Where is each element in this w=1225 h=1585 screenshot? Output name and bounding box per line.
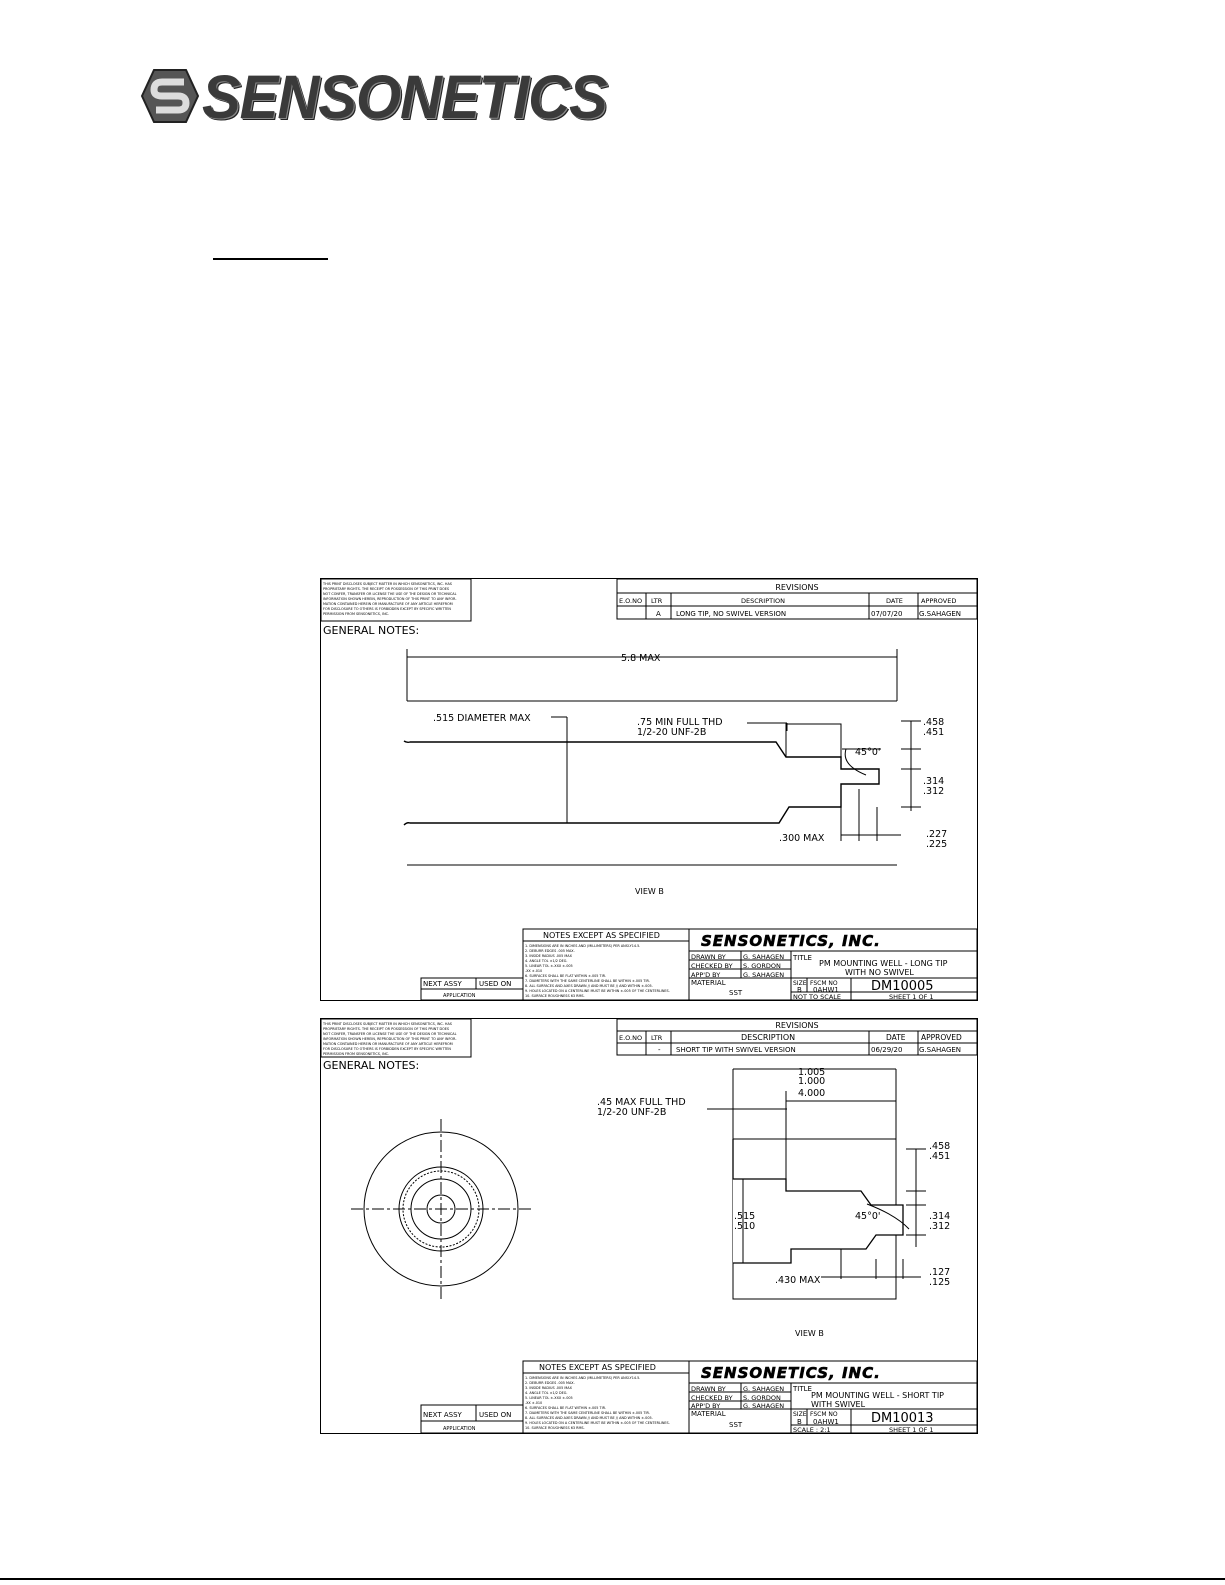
svg-text:DM10013: DM10013 <box>871 1411 934 1426</box>
svg-text:1. DIMENSIONS ARE IN INCHES AN: 1. DIMENSIONS ARE IN INCHES AND (MILLIMETERS) PER ANSI-Y14.5. <box>525 1376 641 1380</box>
drawing-1-svg <box>321 579 977 1000</box>
svg-text:.312: .312 <box>929 1221 951 1232</box>
svg-text:DESCRIPTION: DESCRIPTION <box>741 1033 796 1042</box>
svg-text:B: B <box>797 986 802 994</box>
svg-text:FOR DISCLOSURE TO OTHERS IS FO: FOR DISCLOSURE TO OTHERS IS FORBIDDEN EXCEPT BY SPECIFIC WRITTEN <box>323 607 451 611</box>
view-label: VIEW B <box>635 887 664 896</box>
svg-text:G. SAHAGEN: G. SAHAGEN <box>743 1402 785 1410</box>
svg-text:0AHW1: 0AHW1 <box>813 1418 839 1426</box>
svg-text:NEXT ASSY: NEXT ASSY <box>423 1411 462 1419</box>
svg-text:SHEET 1 OF 1: SHEET 1 OF 1 <box>889 993 934 1000</box>
svg-text:DRAWN BY: DRAWN BY <box>691 1385 726 1393</box>
rev-approved-header: APPROVED <box>921 597 957 605</box>
svg-text:7. DIAMETERS WITH THE SAME CEN: 7. DIAMETERS WITH THE SAME CENTERLINE SHALL BE WITHIN ±.005 TIR. <box>525 1411 650 1415</box>
drawing-number: DM10005 <box>871 979 934 994</box>
svg-text:SENSONETICS, INC.: SENSONETICS, INC. <box>701 1364 881 1382</box>
drawing-sheet-1 <box>320 578 978 1001</box>
svg-text:.XX ±.010: .XX ±.010 <box>525 1401 543 1405</box>
dim-d4b: .225 <box>926 839 948 850</box>
svg-text:CHECKED BY: CHECKED BY <box>691 1394 733 1402</box>
rev-approved: G.SAHAGEN <box>919 610 962 618</box>
svg-text:DATE: DATE <box>886 1033 906 1042</box>
drawing-2-svg <box>321 1019 977 1433</box>
drawing-title-1: PM MOUNTING WELL - LONG TIP <box>819 959 948 968</box>
svg-text:PERMISSION FROM SENSONETICS, I: PERMISSION FROM SENSONETICS, INC. <box>323 612 390 616</box>
svg-text:MATERIAL: MATERIAL <box>691 1410 726 1418</box>
svg-text:6. SURFACES SHALL BE FLAT WITH: 6. SURFACES SHALL BE FLAT WITHIN ±.005 TIR. <box>525 974 606 978</box>
svg-text:S. GORDON: S. GORDON <box>743 962 781 970</box>
svg-text:06/29/20: 06/29/20 <box>871 1046 903 1054</box>
logo-s-icon <box>140 68 200 124</box>
disclaimer-text <box>322 582 457 616</box>
notes-list <box>525 944 670 998</box>
svg-text:G. SAHAGEN: G. SAHAGEN <box>743 953 785 961</box>
svg-text:SST: SST <box>729 989 743 997</box>
dim-d2a: .314 <box>923 776 945 787</box>
svg-text:MATERIAL: MATERIAL <box>691 979 726 987</box>
svg-text:.458: .458 <box>929 1141 951 1152</box>
svg-text:SCALE : 2:1: SCALE : 2:1 <box>793 1426 831 1433</box>
svg-text:.451: .451 <box>929 1151 951 1162</box>
svg-text:3. INSIDE RADIUS .005 MAX: 3. INSIDE RADIUS .005 MAX <box>525 954 572 958</box>
svg-text:WITH SWIVEL: WITH SWIVEL <box>811 1400 866 1409</box>
svg-text:FOR DISCLOSURE TO OTHERS IS FO: FOR DISCLOSURE TO OTHERS IS FORBIDDEN EXCEPT BY SPECIFIC WRITTEN <box>323 1047 451 1051</box>
svg-text:2. DEBURR EDGES .005 MAX.: 2. DEBURR EDGES .005 MAX. <box>525 1381 575 1385</box>
dim-d1a: .458 <box>923 717 945 728</box>
drawing-sheet-2 <box>320 1018 978 1434</box>
svg-text:G.SAHAGEN: G.SAHAGEN <box>919 1046 962 1054</box>
svg-text:45°0': 45°0' <box>855 1211 881 1222</box>
svg-text:DRAWN BY: DRAWN BY <box>691 953 726 961</box>
svg-text:SIZE: SIZE <box>793 1411 807 1418</box>
svg-text:0AHW1: 0AHW1 <box>813 986 839 994</box>
svg-text:4. ANGLE TOL ±1/2 DEG.: 4. ANGLE TOL ±1/2 DEG. <box>525 1391 568 1395</box>
svg-text:APP'D BY: APP'D BY <box>691 1402 721 1410</box>
svg-text:4. ANGLE TOL ±1/2 DEG.: 4. ANGLE TOL ±1/2 DEG. <box>525 959 568 963</box>
rev-eo-header: E.O.NO <box>619 597 643 605</box>
svg-text:THIS PRINT DISCLOSES SUBJECT M: THIS PRINT DISCLOSES SUBJECT MATTER IN WHICH SENSONETICS, INC. HAS <box>323 582 452 586</box>
svg-text:E.O.NO: E.O.NO <box>619 1034 643 1042</box>
svg-text:SIZE: SIZE <box>793 980 807 987</box>
svg-text:.430 MAX: .430 MAX <box>775 1275 821 1286</box>
dim-d2b: .312 <box>923 786 945 797</box>
dim-angle: 45°0' <box>855 747 881 758</box>
svg-text:PROPRIETARY RIGHTS. THE RECEIP: PROPRIETARY RIGHTS. THE RECEIPT OR POSSESSION OF THIS PRINT DOES <box>323 587 450 591</box>
svg-text:-: - <box>658 1046 661 1054</box>
svg-text:10. SURFACE ROUGHNESS 63 RMS.: 10. SURFACE ROUGHNESS 63 RMS. <box>525 994 585 998</box>
svg-text:TITLE: TITLE <box>793 1385 812 1393</box>
svg-text:APPLICATION: APPLICATION <box>443 1426 476 1432</box>
dim-top-1: 1.005 <box>798 1067 826 1078</box>
svg-text:3. INSIDE RADIUS .005 MAX: 3. INSIDE RADIUS .005 MAX <box>525 1386 572 1390</box>
svg-text:.125: .125 <box>929 1277 951 1288</box>
svg-text:5. LINEAR TOL ±.XXX ±.005: 5. LINEAR TOL ±.XXX ±.005 <box>525 964 573 968</box>
svg-text:7. DIAMETERS WITH THE SAME CEN: 7. DIAMETERS WITH THE SAME CENTERLINE SHALL BE WITHIN ±.005 TIR. <box>525 979 650 983</box>
svg-text:6. SURFACES SHALL BE FLAT WITH: 6. SURFACES SHALL BE FLAT WITHIN ±.005 TIR. <box>525 1406 606 1410</box>
svg-text:SHEET 1 OF 1: SHEET 1 OF 1 <box>889 1426 934 1433</box>
dim-thread-1: .75 MIN FULL THD <box>637 717 723 728</box>
dim-diameter: .515 DIAMETER MAX <box>433 713 531 724</box>
svg-text:NOTES EXCEPT AS SPECIFIED: NOTES EXCEPT AS SPECIFIED <box>539 1363 656 1372</box>
dim-d1b: .451 <box>923 727 945 738</box>
svg-text:10. SURFACE ROUGHNESS 63 RMS.: 10. SURFACE ROUGHNESS 63 RMS. <box>525 1426 585 1430</box>
svg-text:.127: .127 <box>929 1267 951 1278</box>
svg-text:REVISIONS: REVISIONS <box>775 1021 819 1030</box>
svg-text:PROPRIETARY RIGHTS. THE RECEIP: PROPRIETARY RIGHTS. THE RECEIPT OR POSSESSION OF THIS PRINT DOES <box>323 1027 450 1031</box>
rev-ltr-header: LTR <box>651 597 663 605</box>
svg-text:SST: SST <box>729 1421 743 1429</box>
company-name: SENSONETICS, INC. <box>701 932 881 950</box>
svg-text:FSCM NO: FSCM NO <box>810 980 838 987</box>
rev-desc-header: DESCRIPTION <box>741 597 785 605</box>
svg-text:VIEW B: VIEW B <box>795 1329 824 1338</box>
svg-text:SHORT TIP WITH SWIVEL VERSION: SHORT TIP WITH SWIVEL VERSION <box>676 1046 796 1054</box>
svg-text:.XX ±.010: .XX ±.010 <box>525 969 543 973</box>
rev-date: 07/07/20 <box>871 610 903 618</box>
svg-text:PM MOUNTING WELL - SHORT TIP: PM MOUNTING WELL - SHORT TIP <box>811 1391 944 1400</box>
svg-text:NOT TO SCALE: NOT TO SCALE <box>793 993 842 1000</box>
svg-text:LTR: LTR <box>651 1034 663 1042</box>
dim-thread-2: 1/2-20 UNF-2B <box>637 727 707 738</box>
svg-text:GENERAL NOTES:: GENERAL NOTES: <box>323 1059 420 1072</box>
svg-text:NOT CONFER, TRANSFER OR LICENS: NOT CONFER, TRANSFER OR LICENSE THE USE OF THE DESIGN OR TECHNICAL <box>323 1032 457 1036</box>
svg-text:INFORMATION SHOWN HEREIN, REPR: INFORMATION SHOWN HEREIN, REPRODUCTION OF THIS PRINT TO ANY INFOR- <box>323 597 457 601</box>
svg-text:S. GORDON: S. GORDON <box>743 1394 781 1402</box>
svg-text:.45 MAX FULL THD: .45 MAX FULL THD <box>597 1097 686 1108</box>
svg-text:.510: .510 <box>734 1221 756 1232</box>
svg-text:PERMISSION FROM SENSONETICS, I: PERMISSION FROM SENSONETICS, INC. <box>323 1052 390 1056</box>
rev-desc: LONG TIP, NO SWIVEL VERSION <box>676 610 787 618</box>
svg-text:USED ON: USED ON <box>479 1411 512 1419</box>
svg-text:NOT CONFER, TRANSFER OR LICENS: NOT CONFER, TRANSFER OR LICENSE THE USE OF THE DESIGN OR TECHNICAL <box>323 592 457 596</box>
svg-text:G. SAHAGEN: G. SAHAGEN <box>743 1385 785 1393</box>
svg-text:G. SAHAGEN: G. SAHAGEN <box>743 971 785 979</box>
general-notes-label: GENERAL NOTES: <box>323 624 420 637</box>
svg-text:8. ALL SURFACES AND AXES DRAWN: 8. ALL SURFACES AND AXES DRAWN // AND MUST BE // AND WITHIN ±.005. <box>525 984 653 988</box>
heading-underline <box>213 258 328 260</box>
svg-text:TITLE: TITLE <box>793 954 812 962</box>
svg-text:APP'D BY: APP'D BY <box>691 971 721 979</box>
svg-text:B: B <box>797 1418 802 1426</box>
rev-date-header: DATE <box>886 597 903 605</box>
logo-wordmark: SENSONETICS <box>202 63 607 132</box>
svg-text:MATION CONTAINED HEREIN OR MAN: MATION CONTAINED HEREIN OR MANUFACTURE OF ANY ARTICLE HEREFROM <box>323 1042 453 1046</box>
svg-text:INFORMATION SHOWN HEREIN, REPR: INFORMATION SHOWN HEREIN, REPRODUCTION OF THIS PRINT TO ANY INFOR- <box>323 1037 457 1041</box>
svg-text:1. DIMENSIONS ARE IN INCHES AN: 1. DIMENSIONS ARE IN INCHES AND (MILLIMETERS) PER ANSI-Y14.5. <box>525 944 641 948</box>
svg-text:.314: .314 <box>929 1211 951 1222</box>
svg-text:8. ALL SURFACES AND AXES DRAWN: 8. ALL SURFACES AND AXES DRAWN // AND MUST BE // AND WITHIN ±.005. <box>525 1416 653 1420</box>
notes-title: NOTES EXCEPT AS SPECIFIED <box>543 931 660 940</box>
dim-overall: 5.8 MAX <box>621 653 661 664</box>
company-logo <box>140 63 610 132</box>
revisions-title: REVISIONS <box>775 583 819 592</box>
svg-text:9. HOLES LOCATED ON A CENTERLI: 9. HOLES LOCATED ON A CENTERLINE MUST BE WITHIN ±.005 OF THE CENTERLINES. <box>525 1421 670 1425</box>
dim-d4a: .227 <box>926 829 948 840</box>
svg-text:CHECKED BY: CHECKED BY <box>691 962 733 970</box>
svg-text:FSCM NO: FSCM NO <box>810 1411 838 1418</box>
drawing-title-2: WITH NO SWIVEL <box>845 968 914 977</box>
svg-text:1/2-20 UNF-2B: 1/2-20 UNF-2B <box>597 1107 667 1118</box>
rev-ltr: A <box>656 610 661 618</box>
disclaimer-text-2 <box>322 1022 457 1056</box>
svg-text:THIS PRINT DISCLOSES SUBJECT M: THIS PRINT DISCLOSES SUBJECT MATTER IN WHICH SENSONETICS, INC. HAS <box>323 1022 452 1026</box>
svg-text:USED ON: USED ON <box>479 980 512 988</box>
svg-text:2. DEBURR EDGES .005 MAX.: 2. DEBURR EDGES .005 MAX. <box>525 949 575 953</box>
dim-top-3: 4.000 <box>798 1088 826 1099</box>
dim-top-2: 1.000 <box>798 1076 826 1087</box>
page-footer-line <box>0 1578 1225 1580</box>
svg-text:.515: .515 <box>734 1211 756 1222</box>
svg-text:MATION CONTAINED HEREIN OR MAN: MATION CONTAINED HEREIN OR MANUFACTURE OF ANY ARTICLE HEREFROM <box>323 602 453 606</box>
svg-text:APPROVED: APPROVED <box>921 1033 962 1042</box>
svg-text:NEXT ASSY: NEXT ASSY <box>423 980 462 988</box>
svg-text:5. LINEAR TOL ±.XXX ±.005: 5. LINEAR TOL ±.XXX ±.005 <box>525 1396 573 1400</box>
dim-d3: .300 MAX <box>779 833 825 844</box>
svg-text:APPLICATION: APPLICATION <box>443 993 476 999</box>
end-view <box>351 1119 531 1299</box>
svg-text:9. HOLES LOCATED ON A CENTERLI: 9. HOLES LOCATED ON A CENTERLINE MUST BE WITHIN ±.005 OF THE CENTERLINES. <box>525 989 670 993</box>
